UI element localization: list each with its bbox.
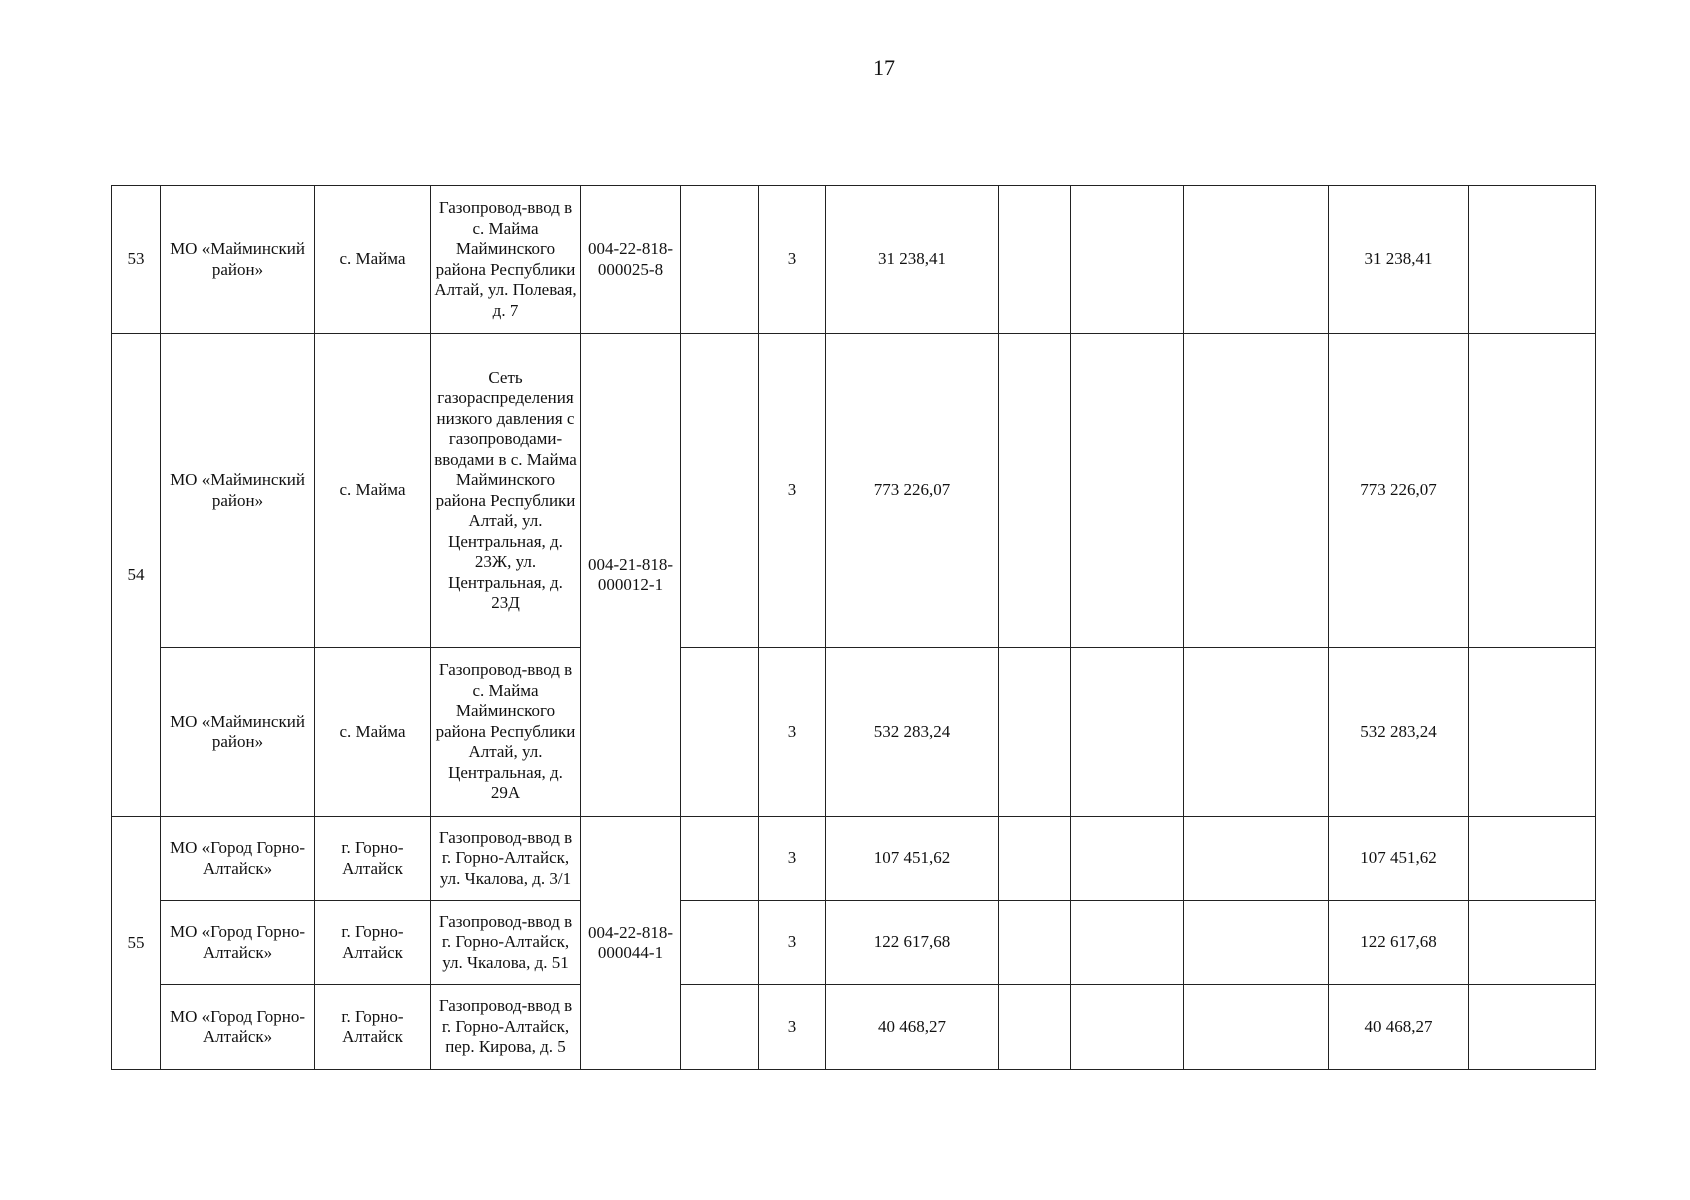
empty-cell: [1071, 901, 1184, 985]
empty-cell: [681, 648, 759, 817]
empty-cell: [1071, 334, 1184, 648]
municipality-cell: МО «Город Горно-Алтайск»: [161, 817, 315, 901]
empty-cell: [681, 334, 759, 648]
object-cell: Газопровод-ввод в г. Горно-Алтайск, ул. Чкалова, д. 51: [431, 901, 581, 985]
row-number: 54: [112, 334, 161, 817]
object-cell: Газопровод-ввод в с. Майма Майминского района Республики Алтай, ул. Полевая, д. 7: [431, 186, 581, 334]
quantity-cell: 3: [759, 648, 826, 817]
total-cell: 122 617,68: [1329, 901, 1469, 985]
row-number: 55: [112, 817, 161, 1070]
amount-cell: 122 617,68: [826, 901, 999, 985]
empty-cell: [1184, 186, 1329, 334]
amount-cell: 773 226,07: [826, 334, 999, 648]
quantity-cell: 3: [759, 186, 826, 334]
quantity-cell: 3: [759, 901, 826, 985]
table-row: [112, 817, 1596, 901]
quantity-cell: 3: [759, 334, 826, 648]
settlement-cell: с. Майма: [315, 334, 431, 648]
empty-cell: [1184, 334, 1329, 648]
settlement-cell: с. Майма: [315, 648, 431, 817]
amount-cell: 107 451,62: [826, 817, 999, 901]
settlement-cell: с. Майма: [315, 186, 431, 334]
empty-cell: [999, 648, 1071, 817]
empty-cell: [1469, 186, 1596, 334]
empty-cell: [999, 985, 1071, 1070]
empty-cell: [999, 901, 1071, 985]
municipality-cell: МО «Город Горно-Алтайск»: [161, 985, 315, 1070]
code-cell: 004-22-818-000025-8: [581, 186, 681, 334]
empty-cell: [681, 901, 759, 985]
total-cell: 773 226,07: [1329, 334, 1469, 648]
empty-cell: [1184, 985, 1329, 1070]
empty-cell: [1469, 334, 1596, 648]
table-row: [112, 901, 1596, 985]
settlement-cell: г. Горно-Алтайск: [315, 985, 431, 1070]
municipality-cell: МО «Майминский район»: [161, 334, 315, 648]
empty-cell: [1469, 985, 1596, 1070]
empty-cell: [1184, 817, 1329, 901]
empty-cell: [1469, 817, 1596, 901]
object-cell: Газопровод-ввод в с. Майма Майминского района Республики Алтай, ул. Центральная, д. 29А: [431, 648, 581, 817]
table-row: [112, 985, 1596, 1070]
empty-cell: [999, 334, 1071, 648]
total-cell: 532 283,24: [1329, 648, 1469, 817]
empty-cell: [681, 817, 759, 901]
total-cell: 107 451,62: [1329, 817, 1469, 901]
page-number: 17: [873, 55, 895, 80]
amount-cell: 532 283,24: [826, 648, 999, 817]
empty-cell: [1184, 648, 1329, 817]
total-cell: 31 238,41: [1329, 186, 1469, 334]
empty-cell: [1469, 648, 1596, 817]
total-cell: 40 468,27: [1329, 985, 1469, 1070]
municipality-cell: МО «Майминский район»: [161, 648, 315, 817]
empty-cell: [1071, 186, 1184, 334]
empty-cell: [999, 817, 1071, 901]
table-row: [112, 334, 1596, 648]
amount-cell: 31 238,41: [826, 186, 999, 334]
code-cell: 004-22-818-000044-1: [581, 817, 681, 1070]
table-row: [112, 648, 1596, 817]
table-row: [112, 186, 1596, 334]
settlement-cell: г. Горно-Алтайск: [315, 817, 431, 901]
empty-cell: [681, 186, 759, 334]
municipality-cell: МО «Майминский район»: [161, 186, 315, 334]
settlement-cell: г. Горно-Алтайск: [315, 901, 431, 985]
empty-cell: [681, 985, 759, 1070]
empty-cell: [1071, 648, 1184, 817]
empty-cell: [1071, 817, 1184, 901]
empty-cell: [1469, 901, 1596, 985]
object-cell: Газопровод-ввод в г. Горно-Алтайск, пер. Кирова, д. 5: [431, 985, 581, 1070]
amount-cell: 40 468,27: [826, 985, 999, 1070]
municipality-cell: МО «Город Горно-Алтайск»: [161, 901, 315, 985]
empty-cell: [999, 186, 1071, 334]
registry-table: [111, 185, 1596, 1070]
quantity-cell: 3: [759, 985, 826, 1070]
empty-cell: [1184, 901, 1329, 985]
quantity-cell: 3: [759, 817, 826, 901]
empty-cell: [1071, 985, 1184, 1070]
code-cell: 004-21-818-000012-1: [581, 334, 681, 817]
object-cell: Сеть газораспределения низкого давления с газопроводами-вводами в с. Майма Майминского района Республики Алтай, ул. Центральная, д. 23Ж, ул. Центральная, д. 23Д: [431, 334, 581, 648]
object-cell: Газопровод-ввод в г. Горно-Алтайск, ул. Чкалова, д. 3/1: [431, 817, 581, 901]
row-number: 53: [112, 186, 161, 334]
